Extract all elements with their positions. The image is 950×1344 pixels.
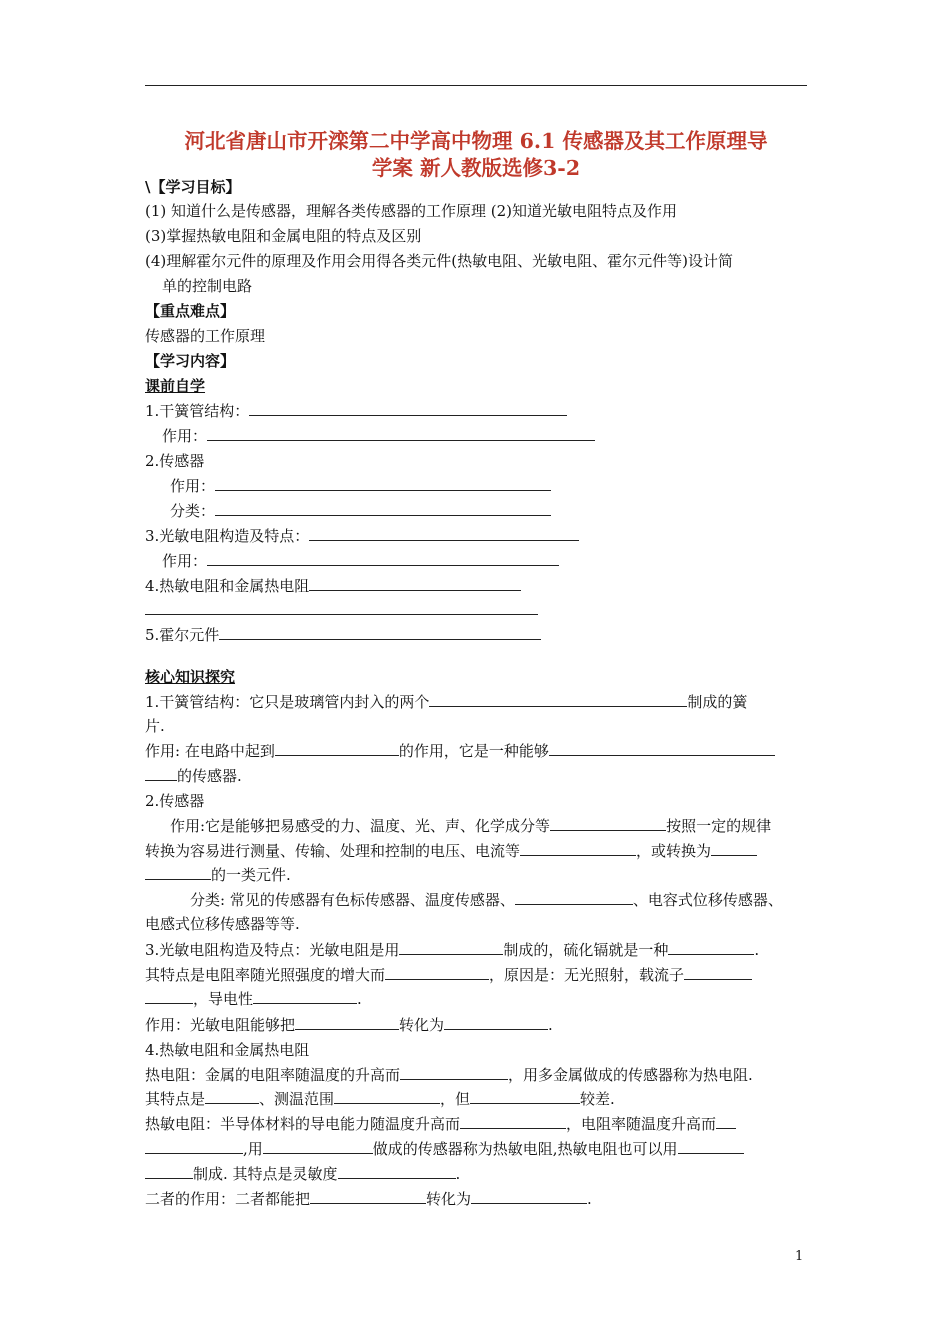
blank — [550, 816, 666, 831]
blank — [471, 1189, 587, 1204]
blank — [549, 741, 775, 756]
blank — [275, 741, 399, 756]
blank — [219, 625, 541, 640]
core-2-use-cont — [145, 841, 757, 861]
pre-q1-use — [162, 426, 595, 446]
pre-q2: 2.传感器 — [145, 452, 205, 470]
goals-heading: \【学习目标】 — [145, 178, 241, 196]
text: 分类: 常见的传感器有色标传感器、温度传感器、 — [190, 891, 515, 909]
blank — [385, 965, 489, 980]
goal-3: (3)掌握热敏电阻和金属电阻的特点及区别 — [145, 227, 422, 245]
pre-q3-label: 3.光敏电阻构造及特点： — [145, 527, 310, 545]
core-4-thermistor-cont — [145, 1139, 744, 1159]
pre-study-heading: 课前自学 — [145, 377, 206, 395]
blank — [684, 965, 752, 980]
core-3-feature — [145, 965, 752, 985]
blank — [400, 1065, 508, 1080]
text: ，原因是：无光照射，载流子 — [489, 966, 685, 984]
text: 转化为 — [399, 1016, 445, 1034]
core-1-use — [145, 741, 775, 761]
doc-title-line2: 学案 新人教版选修3-2 — [371, 156, 581, 180]
blank — [145, 600, 538, 615]
goal-4b: 单的控制电路 — [162, 277, 253, 295]
blank — [145, 766, 177, 781]
pre-q1 — [145, 401, 567, 421]
pre-q3-use-label: 作用： — [162, 552, 208, 570]
blank — [668, 940, 754, 955]
blank — [515, 890, 633, 905]
text: 作用: 在电路中起到 — [145, 742, 275, 760]
key-heading: 【重点难点】 — [145, 302, 236, 320]
page-number: 1 — [795, 1249, 804, 1264]
blank — [263, 1139, 373, 1154]
text: 3.光敏电阻构造及特点：光敏电阻是用 — [145, 941, 400, 959]
blank — [253, 989, 357, 1004]
core-4-thermistor-end — [145, 1164, 460, 1184]
text: 1.干簧管结构：它只是玻璃管内封入的两个 — [145, 693, 430, 711]
goal-4a: (4)理解霍尔元件的原理及作用会用得各类元件(热敏电阻、光敏电阻、霍尔元件等)设计简 — [145, 252, 733, 270]
core-1-cont: 片. — [145, 717, 165, 735]
blank — [145, 989, 193, 1004]
text: ，导电性 — [193, 990, 254, 1008]
blank — [334, 1089, 440, 1104]
blank — [207, 551, 559, 566]
text: 的传感器. — [177, 767, 242, 785]
blank — [145, 1164, 193, 1179]
text: 转化为 — [426, 1190, 472, 1208]
core-3-feature-cont — [145, 989, 362, 1009]
text: ，或转换为 — [636, 842, 712, 860]
blank — [470, 1089, 580, 1104]
pre-q3 — [145, 526, 579, 546]
text: 其特点是电阻率随光照强度的增大而 — [145, 966, 386, 984]
blank — [711, 841, 757, 856]
pre-q2-use-label: 作用： — [170, 477, 216, 495]
core-4-thermal — [145, 1065, 753, 1085]
text: 做成的传感器称为热敏电阻,热敏电阻也可以用 — [372, 1140, 678, 1158]
core-4-both — [145, 1189, 592, 1209]
core-2-use — [170, 816, 771, 836]
core-4: 4.热敏电阻和金属热电阻 — [145, 1041, 310, 1059]
blank — [444, 1015, 548, 1030]
text: ，用多金属做成的传感器称为热电阻. — [508, 1066, 753, 1084]
text: 的作用，它是一种能够 — [398, 742, 549, 760]
core-1 — [145, 692, 747, 712]
text: 按照一定的规律 — [666, 817, 772, 835]
goal-1: (1) 知道什么是传感器，理解各类传感器的工作原理 (2)知道光敏电阻特点及作用 — [145, 202, 678, 220]
pre-q2-class — [170, 501, 551, 521]
text: ，但 — [440, 1090, 471, 1108]
blank — [205, 1089, 259, 1104]
text: . — [455, 1165, 461, 1183]
text: 、测温范围 — [259, 1090, 335, 1108]
blank — [145, 1139, 243, 1154]
text: 、电容式位移传感器、 — [632, 891, 783, 909]
blank — [678, 1139, 744, 1154]
blank — [460, 1114, 566, 1129]
pre-q5 — [145, 625, 541, 645]
core-4-feature — [145, 1089, 615, 1109]
core-2-class — [190, 890, 783, 910]
text: 热敏电阻：半导体材料的导电能力随温度升高而 — [145, 1115, 461, 1133]
pre-q3-use — [162, 551, 559, 571]
blank — [249, 401, 567, 416]
blank — [429, 692, 687, 707]
pre-q1-use-label: 作用： — [162, 427, 208, 445]
pre-q4-extra — [145, 600, 538, 620]
text: 作用：光敏电阻能够把 — [145, 1016, 296, 1034]
pre-q2-class-label: 分类： — [170, 502, 216, 520]
core-heading: 核心知识探究 — [145, 668, 236, 686]
content-heading: 【学习内容】 — [145, 352, 236, 370]
blank — [207, 426, 595, 441]
pre-q1-label: 1.干簧管结构： — [145, 402, 250, 420]
blank — [338, 1164, 456, 1179]
blank — [310, 1189, 426, 1204]
text: 制成. 其特点是灵敏度 — [193, 1165, 338, 1183]
blank — [295, 1015, 399, 1030]
core-3 — [145, 940, 759, 960]
text: 制成的，硫化镉就是一种 — [503, 941, 669, 959]
text: 较差. — [580, 1090, 615, 1108]
blank — [309, 526, 579, 541]
text: 二者的作用：二者都能把 — [145, 1190, 311, 1208]
core-3-use — [145, 1015, 553, 1035]
text: . — [587, 1190, 592, 1208]
key-text: 传感器的工作原理 — [145, 327, 266, 345]
text: 的一类元件. — [211, 866, 291, 884]
pre-q2-use — [170, 476, 551, 496]
core-2: 2.传感器 — [145, 792, 205, 810]
text: 其特点是 — [145, 1090, 206, 1108]
blank — [716, 1114, 736, 1129]
text: . — [357, 990, 362, 1008]
core-4-thermistor — [145, 1114, 736, 1134]
blank — [145, 865, 211, 880]
core-1-use-cont — [145, 766, 242, 786]
blank — [215, 501, 551, 516]
core-2-class-cont: 电感式位移传感器等等. — [145, 915, 300, 933]
blank — [215, 476, 551, 491]
pre-q4-label: 4.热敏电阻和金属热电阻 — [145, 577, 310, 595]
text: . — [754, 941, 760, 959]
text: 转换为容易进行测量、传输、处理和控制的电压、电流等 — [145, 842, 521, 860]
text: . — [548, 1016, 553, 1034]
doc-title-line1: 河北省唐山市开滦第二中学高中物理 6.1 传感器及其工作原理导 — [184, 129, 768, 153]
text: 作用:它是能够把易感受的力、温度、光、声、化学成分等 — [170, 817, 551, 835]
core-2-use-end — [145, 865, 291, 885]
text: ,用 — [243, 1140, 263, 1158]
text: 热电阻：金属的电阻率随温度的升高而 — [145, 1066, 401, 1084]
text: 制成的簧 — [687, 693, 748, 711]
pre-q4 — [145, 576, 521, 596]
blank — [520, 841, 636, 856]
text: ，电阻率随温度升高而 — [566, 1115, 717, 1133]
header-rule — [145, 85, 807, 86]
pre-q5-label: 5.霍尔元件 — [145, 626, 220, 644]
blank — [309, 576, 521, 591]
blank — [399, 940, 503, 955]
